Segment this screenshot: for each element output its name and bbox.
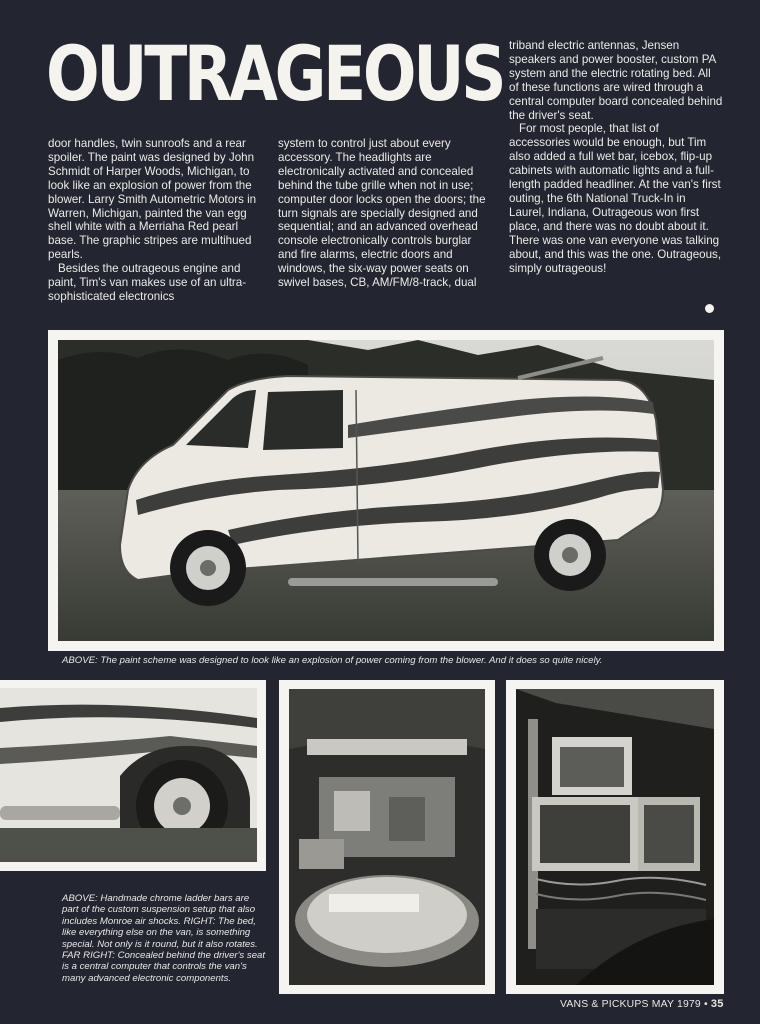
computer-board-photo	[516, 689, 714, 985]
page-footer	[560, 998, 732, 1010]
van-side-photo	[58, 340, 714, 641]
lower-photos-caption: ABOVE: Handmade chrome ladder bars are part of the custom suspension setup that also includes Monroe air shocks. RIGHT: The bed, like everything else on the van, is something special. Not only is it round, but it also rotates. FAR RIGHT: Concealed behind the driver's seat is a central computer that controls the van's many advanced electronic components.	[62, 893, 266, 984]
paragraph: system to control just about every accessory. The headlights are electronically activated and concealed behind the tube grille when not in use; computer door locks open the doors; the turn signals are specially designed and sequential; and an advanced overhead console electronically controls burglar and fire alarms, electric doors and windows, the six-way power seats on swivel bases, CB, AM/FM/8-track, dual	[278, 137, 486, 290]
headline: OUTRAGEOUS	[46, 29, 504, 118]
wheel-photo-frame	[0, 680, 266, 871]
magazine-issue: VANS & PICKUPS MAY 1979	[560, 999, 701, 1010]
footer-bullet: •	[703, 999, 708, 1010]
paragraph: For most people, that list of accessories would be enough, but Tim also added a full wet bar, icebox, flip-up cabinets with automatic lights and a full-length padded headliner. At the van's first outing, the 6th National Truck-In in Laurel, Indiana, Outrageous won first place, and there was no doubt about it. There was one van everyone was talking about, and this was the one. Outrageous, simply outrageous!	[509, 122, 722, 275]
paragraph: door handles, twin sunroofs and a rear spoiler. The paint was designed by John Schmidt of Harper Woods, Michigan, to look like an explosion of power from the blower. Larry Smith Autometric Motors in Warren, Michigan, painted the van egg shell white with a Merriaha Red pearl base. The graphic stripes are multihued pearls.	[48, 137, 257, 262]
main-photo-frame	[48, 330, 724, 651]
article-column-1	[48, 137, 260, 304]
paragraph: triband electric antennas, Jensen speakers and power booster, custom PA system and the electric rotating bed. All of these functions are wired through a central computer board concealed behind the driver's seat.	[509, 39, 723, 122]
main-photo-caption: ABOVE: The paint scheme was designed to look like an explosion of power coming from the blower. And it does so quite nicely.	[62, 655, 603, 666]
wheel-closeup-photo	[0, 688, 257, 862]
end-mark-icon	[705, 304, 714, 313]
article-column-3	[509, 39, 723, 275]
article-column-2	[278, 137, 490, 290]
round-bed-photo	[289, 689, 485, 985]
computer-photo-frame	[506, 680, 724, 994]
bed-photo-frame	[279, 680, 495, 994]
paragraph: Besides the outrageous engine and paint, Tim's van makes use of an ultra-sophisticated electronics	[48, 262, 247, 303]
page-number: 35	[710, 998, 724, 1010]
